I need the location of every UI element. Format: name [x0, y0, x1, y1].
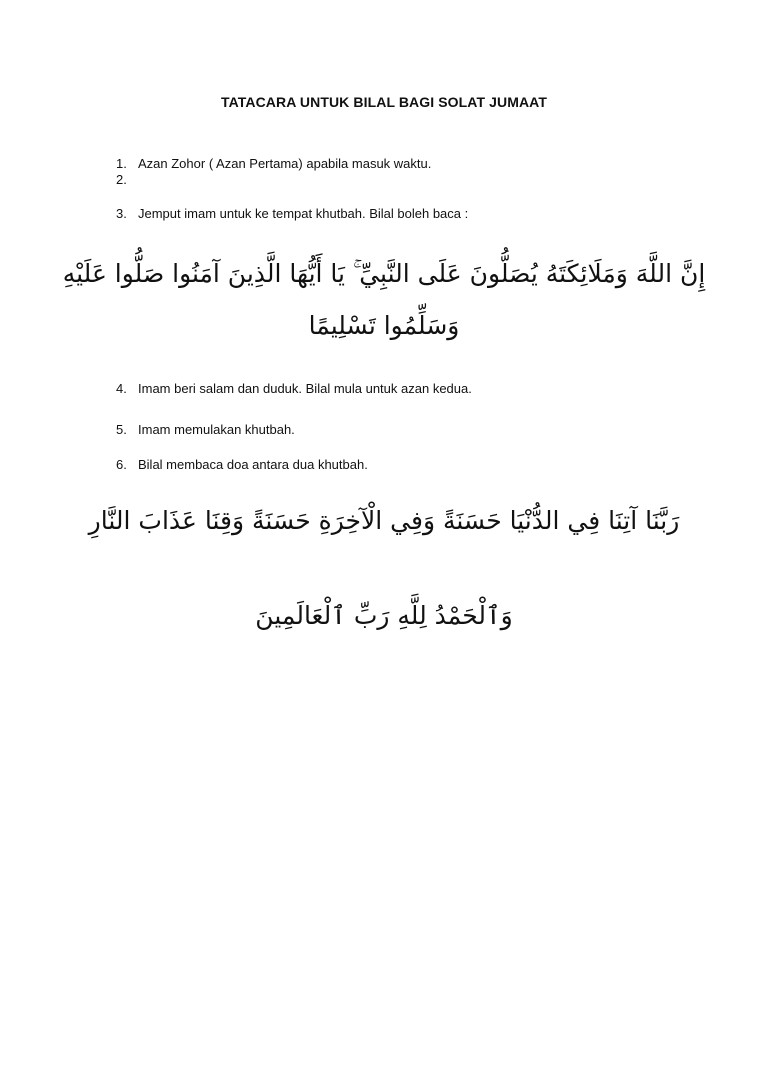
- list-number: 4.: [116, 381, 127, 396]
- arabic-verse-line-2: وَسَلِّمُوا تَسْلِيمًا: [308, 311, 460, 340]
- list-item-5: [116, 422, 295, 438]
- arabic-hamd-line: وَٱلْحَمْدُ لِلَّهِ رَبِّ ٱلْعَالَمِينَ: [255, 601, 513, 630]
- list-number: 5.: [116, 422, 127, 437]
- list-item-4: [116, 381, 472, 397]
- list-text: Bilal membaca doa antara dua khutbah.: [138, 457, 368, 472]
- arabic-doa-line: رَبَّنَا آتِنَا فِي الدُّنْيَا حَسَنَةً وَفِي الْآخِرَةِ حَسَنَةً وَقِنَا عَذَابَ النَّارِ: [88, 506, 680, 535]
- list-item-3: [116, 206, 468, 222]
- list-item-1: [116, 156, 431, 172]
- list-item-2: [116, 172, 138, 188]
- list-text: Jemput imam untuk ke tempat khutbah. Bilal boleh baca :: [138, 206, 469, 221]
- list-number: 1.: [116, 156, 127, 171]
- list-number: 2.: [116, 172, 127, 187]
- list-item-6: [116, 457, 368, 473]
- arabic-verse-line-1: إِنَّ اللَّهَ وَمَلَائِكَتَهُ يُصَلُّونَ عَلَى النَّبِيِّ ۚ يَا أَيُّهَا الَّذِينَ آمَنُوا صَلُّوا عَلَيْهِ: [62, 259, 706, 288]
- list-number: 3.: [116, 206, 127, 221]
- list-text: Azan Zohor ( Azan Pertama) apabila masuk waktu.: [138, 156, 432, 171]
- list-number: 6.: [116, 457, 127, 472]
- list-text: Imam memulakan khutbah.: [138, 422, 295, 437]
- document-title: TATACARA UNTUK BILAL BAGI SOLAT JUMAAT: [220, 94, 548, 110]
- list-text: Imam beri salam dan duduk. Bilal mula untuk azan kedua.: [138, 381, 472, 396]
